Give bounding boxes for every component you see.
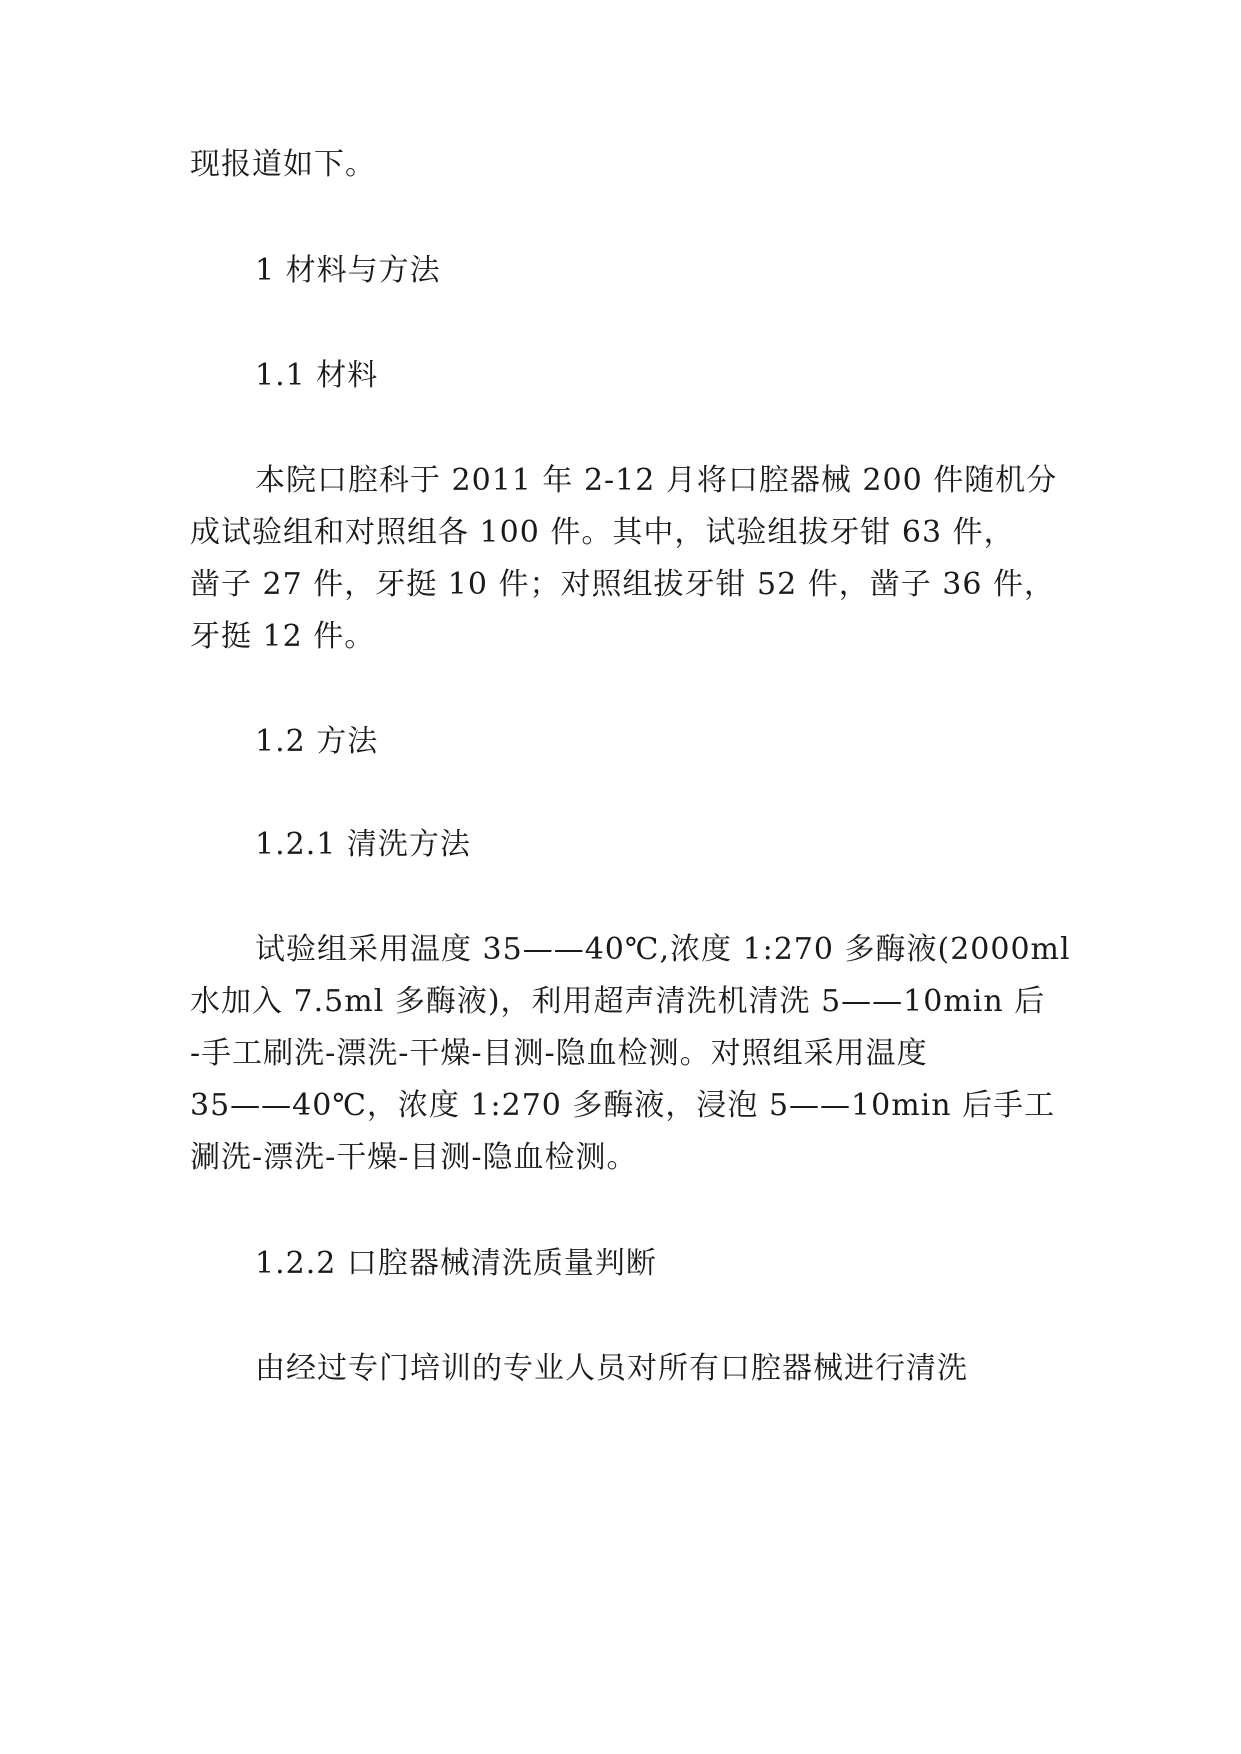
- paragraph-line: 试验组采用温度 35——40℃,浓度 1:270 多酶液(2000ml: [255, 932, 1071, 967]
- paragraph-line: -手工刷洗-漂洗-干燥-目测-隐血检测。对照组采用温度: [190, 1036, 928, 1071]
- subsection-heading: 1.1 材料: [255, 358, 379, 393]
- paragraph-line: 由经过专门培训的专业人员对所有口腔器械进行清洗: [255, 1351, 968, 1386]
- section-heading: 1 材料与方法: [255, 253, 441, 288]
- paragraph-line: 成试验组和对照组各 100 件。其中，试验组拔牙钳 63 件，: [190, 515, 1015, 550]
- paragraph-line: 35——40℃，浓度 1:270 多酶液，浸泡 5——10min 后手工: [190, 1088, 1056, 1123]
- paragraph-line: 本院口腔科于 2011 年 2-12 月将口腔器械 200 件随机分: [255, 463, 1058, 498]
- paragraph-line: 牙挺 12 件。: [190, 619, 376, 654]
- paragraph-line: 凿子 27 件，牙挺 10 件；对照组拔牙钳 52 件，凿子 36 件，: [190, 567, 1055, 602]
- paragraph-line: 水加入 7.5ml 多酶液)，利用超声清洗机清洗 5——10min 后: [190, 984, 1046, 1019]
- subsubsection-heading: 1.2.2 口腔器械清洗质量判断: [255, 1246, 657, 1281]
- paragraph-line: 涮洗-漂洗-干燥-目测-隐血检测。: [190, 1140, 638, 1175]
- subsubsection-heading: 1.2.1 清洗方法: [255, 827, 471, 862]
- paragraph-line: 现报道如下。: [190, 147, 376, 182]
- subsection-heading: 1.2 方法: [255, 724, 379, 759]
